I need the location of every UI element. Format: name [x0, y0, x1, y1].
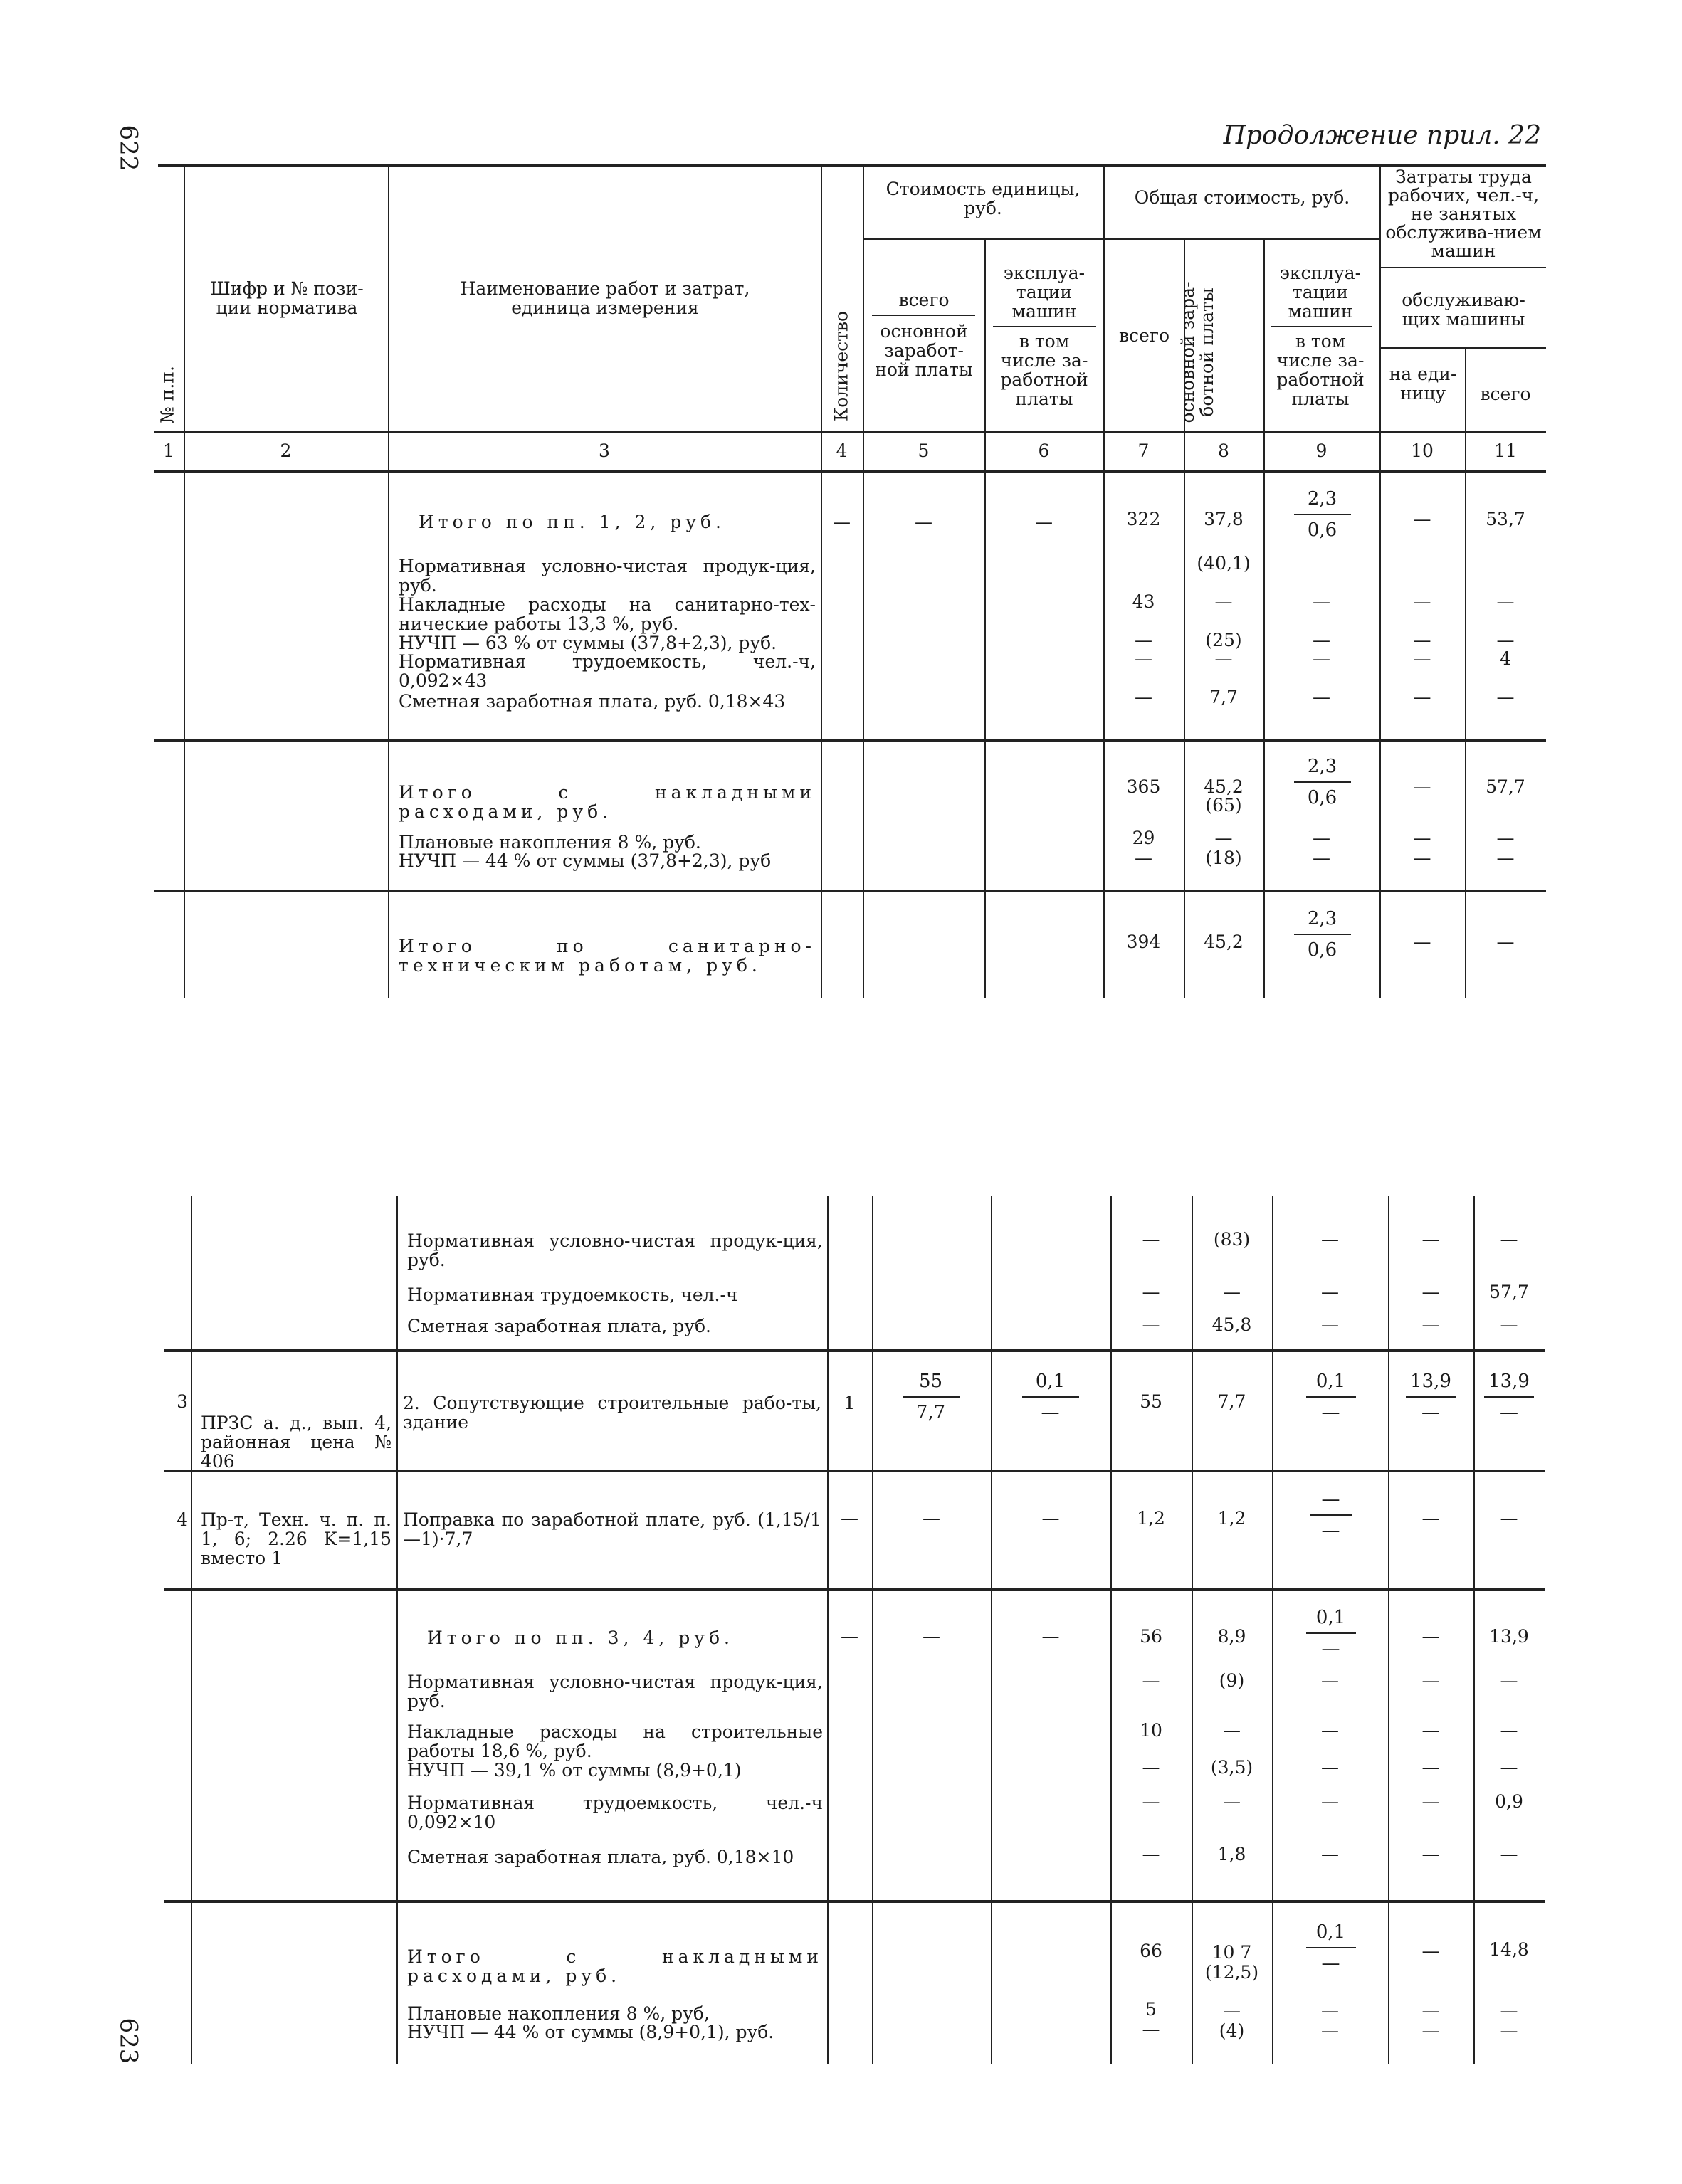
bot-b1-r5-c8: 1,8: [1217, 1844, 1246, 1864]
header-col4: Количество: [831, 310, 852, 422]
top-b1-r2-c8: —: [1214, 591, 1233, 612]
top-b2-title: Итого с накладными расходами, руб.: [399, 782, 816, 822]
header-unit-total: всего: [898, 290, 950, 310]
bot-b2-c9: 0,1 —: [1290, 1921, 1372, 1974]
bot-b2-r1: Плановые накопления 8 %, руб,: [407, 2003, 710, 2024]
header-labor-serv: обслуживаю-щих машины: [1402, 290, 1525, 329]
top-b1-r2-c9: —: [1313, 591, 1330, 612]
header-labor: Затраты труда рабочих, чел.-ч, не занятых обслужива-нием машин: [1385, 167, 1542, 261]
top-b3-c8: 45,2: [1204, 932, 1244, 952]
bot-b0-r1-c7: —: [1142, 1229, 1160, 1250]
top-b3-title: Итого по санитарно-техническим работам, руб.: [399, 936, 816, 976]
bot-b2-r1-c7: 5: [1145, 1999, 1157, 2020]
bot-b1-r2-c11: —: [1500, 1720, 1518, 1741]
top-b1-r5: Сметная заработная плата, руб. 0,18×43: [399, 691, 786, 712]
bot-b1-r1: Нормативная условно-чистая продук-ция, руб.: [407, 1672, 823, 1711]
top-b1-c5: —: [915, 512, 932, 532]
top-b2-c8b: (65): [1205, 795, 1242, 816]
bot-b1-c9: 0,1 —: [1290, 1607, 1372, 1660]
top-b2-r1-c7: 29: [1132, 828, 1155, 848]
bot-b2-r1-c11: —: [1500, 2000, 1518, 2021]
top-b2-r2-c8: (18): [1205, 848, 1242, 868]
bot-b1-title: Итого по пп. 3, 4, руб.: [427, 1628, 734, 1648]
header-col1: № п.п.: [157, 366, 178, 423]
bot-b1-r2: Накладные расходы на строительные работы 18,6 %, руб.: [407, 1721, 823, 1761]
top-b2-r2-c11: —: [1496, 848, 1515, 868]
bot-b2-c8: 10 7: [1211, 1942, 1252, 1963]
bot-b0-r3-c9: —: [1321, 1314, 1339, 1335]
header-labor-unit: на еди-ницу: [1389, 364, 1457, 403]
bot-row4-c10: —: [1421, 1508, 1440, 1529]
colnum-2: 2: [280, 441, 292, 461]
bot-b1-r5-c9: —: [1321, 1844, 1339, 1864]
bot-row3-c7: 55: [1140, 1391, 1162, 1412]
bot-b1-r5-c11: —: [1500, 1844, 1518, 1864]
top-b2-r1-c10: —: [1413, 828, 1431, 848]
top-b1-r3-c9: —: [1313, 630, 1330, 650]
colnum-10: 10: [1411, 441, 1434, 461]
top-b1-r5-c7: —: [1135, 687, 1152, 707]
top-b2-r1-c11: —: [1496, 828, 1515, 848]
bot-b0-r2: Нормативная трудоемкость, чел.-ч: [407, 1284, 738, 1305]
top-b1-r2-c7: 43: [1132, 591, 1155, 612]
top-b1-title: Итого по пп. 1, 2, руб.: [419, 512, 725, 532]
top-b1-c6: —: [1035, 512, 1053, 532]
header-unit-exp: эксплуа-тации машин: [1003, 263, 1086, 322]
top-b1-r3-c10: —: [1413, 630, 1431, 650]
bot-b1-r4: Нормативная трудоемкость, чел.-ч 0,092×10: [407, 1793, 823, 1832]
header-total-exp: эксплуа-тации машин: [1279, 263, 1362, 322]
bot-b1-r3: НУЧП — 39,1 % от суммы (8,9+0,1): [407, 1760, 742, 1781]
header-total-all: всего: [1118, 325, 1170, 346]
top-b2-r2-c7: —: [1135, 848, 1152, 868]
bot-b0-r3-c7: —: [1142, 1314, 1160, 1335]
bot-b0-r2-c9: —: [1321, 1282, 1339, 1302]
bot-b1-c10: —: [1421, 1626, 1440, 1647]
bot-b0-r1-c10: —: [1421, 1229, 1440, 1250]
bot-b1-r5-c7: —: [1142, 1844, 1160, 1864]
bot-row4-num: 4: [177, 1509, 188, 1530]
bot-b0-r3-c10: —: [1421, 1314, 1440, 1335]
top-b1-r4-c9: —: [1313, 648, 1330, 669]
bot-b1-r2-c8: —: [1223, 1720, 1241, 1741]
bot-row4-c5: —: [923, 1508, 940, 1529]
bot-row4-c11: —: [1500, 1508, 1518, 1529]
top-b3-c9: 2,3 0,6: [1281, 908, 1363, 961]
top-b2-r1: Плановые накопления 8 %, руб.: [399, 832, 701, 853]
bot-b1-r4-c9: —: [1321, 1791, 1339, 1812]
bot-b1-c7: 56: [1140, 1626, 1162, 1647]
bot-b2-r1-c8: —: [1223, 2000, 1241, 2021]
top-b2-c11: 57,7: [1486, 776, 1525, 797]
bot-b0-r1: Нормативная условно-чистая продук-ция, руб.: [407, 1230, 823, 1270]
bot-b1-c8: 8,9: [1217, 1626, 1246, 1647]
colnum-5: 5: [918, 441, 930, 461]
bot-b0-r1-c9: —: [1321, 1229, 1339, 1250]
bot-row3-c11: 13,9 —: [1473, 1371, 1545, 1423]
bot-b1-r1-c8: (9): [1219, 1670, 1245, 1691]
bot-b1-r4-c8: —: [1223, 1791, 1241, 1812]
top-b2-c8: 45,2: [1204, 776, 1244, 797]
colnum-3: 3: [599, 441, 610, 461]
top-b2-r2-c9: —: [1313, 848, 1330, 868]
top-b1-r2-c10: —: [1413, 591, 1431, 612]
top-b2-c9: 2,3 0,6: [1281, 756, 1363, 808]
page-number-bottom: 623: [114, 2017, 143, 2064]
colnum-11: 11: [1494, 441, 1517, 461]
bot-b1-r1-c11: —: [1500, 1670, 1518, 1691]
bot-b1-r2-c7: 10: [1140, 1720, 1162, 1741]
header-labor-all: всего: [1480, 384, 1531, 404]
top-b2-r2-c10: —: [1413, 848, 1431, 868]
colnum-8: 8: [1218, 441, 1229, 461]
bot-b2-r1-c10: —: [1421, 2000, 1440, 2021]
bot-b1-c5: —: [923, 1626, 940, 1647]
bot-row4-name: Поправка по заработной плате, руб. (1,15/1—1)·7,7: [403, 1509, 821, 1549]
header-col3: Наименование работ и затрат, единица измерения: [460, 278, 750, 318]
top-b2-c10: —: [1413, 776, 1431, 797]
top-b1-r1: Нормативная условно-чистая продук-ция, руб.: [399, 556, 816, 596]
bot-row3-c5: 55 7,7: [890, 1371, 972, 1423]
bot-b1-r5-c10: —: [1421, 1844, 1440, 1864]
top-b1-r2: Накладные расходы на санитарно-тех-нические работы 13,3 %, руб.: [399, 594, 816, 634]
bot-b0-r1-c11: —: [1500, 1229, 1518, 1250]
bot-row3-code: ПРЗС а. д., вып. 4, районная цена № 406: [201, 1413, 391, 1472]
bot-row4-c9: — —: [1290, 1489, 1372, 1541]
header-total-cost: Общая стоимость, руб.: [1134, 187, 1350, 208]
bot-b1-r4-c11: 0,9: [1495, 1791, 1523, 1812]
top-b1-r5-c8: 7,7: [1209, 687, 1238, 707]
top-b1-r5-c9: —: [1313, 687, 1330, 707]
bot-row4-c7: 1,2: [1137, 1508, 1165, 1529]
top-b1-r3: НУЧП — 63 % от суммы (37,8+2,3), руб.: [399, 633, 777, 653]
bot-row3-c8: 7,7: [1217, 1391, 1246, 1412]
top-b1-r3-c11: —: [1496, 630, 1515, 650]
header-unit-wage: основной заработ-ной платы: [875, 321, 973, 380]
top-b1-r3-c8: (25): [1205, 630, 1242, 650]
bot-b2-r2-c9: —: [1321, 2020, 1339, 2041]
top-b1-r4-c10: —: [1413, 648, 1431, 669]
bot-b1-c6: —: [1041, 1626, 1060, 1647]
bot-row3-num: 3: [177, 1391, 188, 1412]
bot-row4-c6: —: [1041, 1508, 1060, 1529]
bot-row3-c6: 0,1 —: [1009, 1371, 1091, 1423]
bot-b1-r3-c10: —: [1421, 1757, 1440, 1778]
bot-b2-c7: 66: [1140, 1941, 1162, 1961]
top-b1-c4: —: [833, 512, 851, 532]
bot-b0-r1-c8: (83): [1213, 1229, 1251, 1250]
top-b1-r4: Нормативная трудоемкость, чел.-ч, 0,092×43: [399, 651, 816, 691]
bot-row3-qty: 1: [843, 1393, 856, 1413]
bot-b2-c11: 14,8: [1489, 1939, 1529, 1960]
top-b3-c11: —: [1496, 932, 1515, 952]
top-b1-r4-c7: —: [1135, 648, 1152, 669]
bot-b1-c11: 13,9: [1489, 1626, 1529, 1647]
bot-b1-r1-c7: —: [1142, 1670, 1160, 1691]
top-b1-r4-c11: 4: [1500, 648, 1511, 669]
bot-b1-r1-c9: —: [1321, 1670, 1339, 1691]
colnum-1: 1: [163, 441, 174, 461]
bot-b2-r2: НУЧП — 44 % от суммы (8,9+0,1), руб.: [407, 2022, 774, 2042]
bot-b0-r2-c10: —: [1421, 1282, 1440, 1302]
page-number-top: 622: [114, 125, 143, 172]
top-b3-c10: —: [1413, 932, 1431, 952]
top-b2-c7: 365: [1126, 776, 1161, 797]
bot-b1-r5: Сметная заработная плата, руб. 0,18×10: [407, 1847, 794, 1867]
header-col2: Шифр и № пози-ции норматива: [210, 278, 364, 318]
colnum-6: 6: [1038, 441, 1050, 461]
top-b1-r4-c8: —: [1214, 648, 1233, 669]
bot-b2-r2-c10: —: [1421, 2020, 1440, 2041]
bot-row4-c8: 1,2: [1217, 1508, 1246, 1529]
bot-b1-r2-c10: —: [1421, 1720, 1440, 1741]
bot-row4-code: Пр-т, Техн. ч. п. п. 1, 6; 2.26 K=1,15 вместо 1: [201, 1509, 391, 1568]
bot-b0-r3: Сметная заработная плата, руб.: [407, 1316, 711, 1336]
top-b2-r2: НУЧП — 44 % от суммы (37,8+2,3), руб: [399, 850, 772, 871]
top-b1-c10: —: [1413, 509, 1431, 529]
bot-b0-r2-c8: —: [1223, 1282, 1241, 1302]
bot-b1-r1-c10: —: [1421, 1670, 1440, 1691]
bot-row4-qty: —: [841, 1508, 858, 1529]
top-b1-r5-c10: —: [1413, 687, 1431, 707]
bot-b1-r4-c10: —: [1421, 1791, 1440, 1812]
top-b1-c8: 37,8: [1204, 509, 1244, 529]
bot-b0-r3-c11: —: [1500, 1314, 1518, 1335]
header-unit-exp-wage: в том числе за-работной платы: [1000, 331, 1088, 409]
bot-row3-name: 2. Сопутствующие строительные рабо-ты, здание: [403, 1393, 821, 1433]
top-b1-c7: 322: [1126, 509, 1161, 529]
bot-b2-c8b: (12,5): [1204, 1962, 1259, 1983]
header-unit-cost: Стоимость единицы, руб.: [885, 179, 1081, 218]
bot-b1-c4: —: [841, 1626, 858, 1647]
bot-b2-r2-c7: —: [1142, 2019, 1160, 2040]
running-title: Продолжение прил. 22: [1223, 121, 1541, 150]
top-b1-r5-c11: —: [1496, 687, 1515, 707]
top-b1-r1-c8: (40,1): [1197, 553, 1251, 574]
bot-b2-r2-c11: —: [1500, 2020, 1518, 2041]
top-b1-c9: 2,3 0,6: [1281, 488, 1363, 541]
bot-b0-r2-c11: 57,7: [1489, 1282, 1529, 1302]
bot-b2-title: Итого с накладными расходами, руб.: [407, 1946, 823, 1986]
top-b1-c11: 53,7: [1486, 509, 1525, 529]
bot-b0-r2-c7: —: [1142, 1282, 1160, 1302]
bot-b1-r3-c11: —: [1500, 1757, 1518, 1778]
colnum-4: 4: [836, 441, 848, 461]
colnum-9: 9: [1315, 441, 1328, 461]
bot-b1-r3-c7: —: [1142, 1757, 1160, 1778]
top-b2-r1-c9: —: [1313, 828, 1330, 848]
bot-b1-r4-c7: —: [1142, 1791, 1160, 1812]
bot-row3-c9: 0,1 —: [1290, 1371, 1372, 1423]
bot-b1-r2-c9: —: [1321, 1720, 1339, 1741]
bot-b1-r3-c9: —: [1321, 1757, 1339, 1778]
bot-b1-r3-c8: (3,5): [1210, 1757, 1253, 1778]
top-b3-c7: 394: [1126, 932, 1161, 952]
bot-b2-r1-c9: —: [1321, 2000, 1339, 2021]
top-b1-r3-c7: —: [1135, 630, 1152, 650]
header-total-wage: основной зара-ботной платы: [1177, 281, 1217, 423]
bot-row3-c10: 13,9 —: [1392, 1371, 1470, 1423]
top-b2-r1-c8: —: [1214, 828, 1233, 848]
header-total-exp-wage: в том числе за-работной платы: [1276, 331, 1365, 409]
bot-b0-r3-c8: 45,8: [1211, 1314, 1252, 1335]
top-b1-r2-c11: —: [1496, 591, 1515, 612]
bot-b2-c10: —: [1421, 1941, 1440, 1961]
colnum-7: 7: [1137, 441, 1150, 461]
bot-b2-r2-c8: (4): [1219, 2020, 1245, 2041]
